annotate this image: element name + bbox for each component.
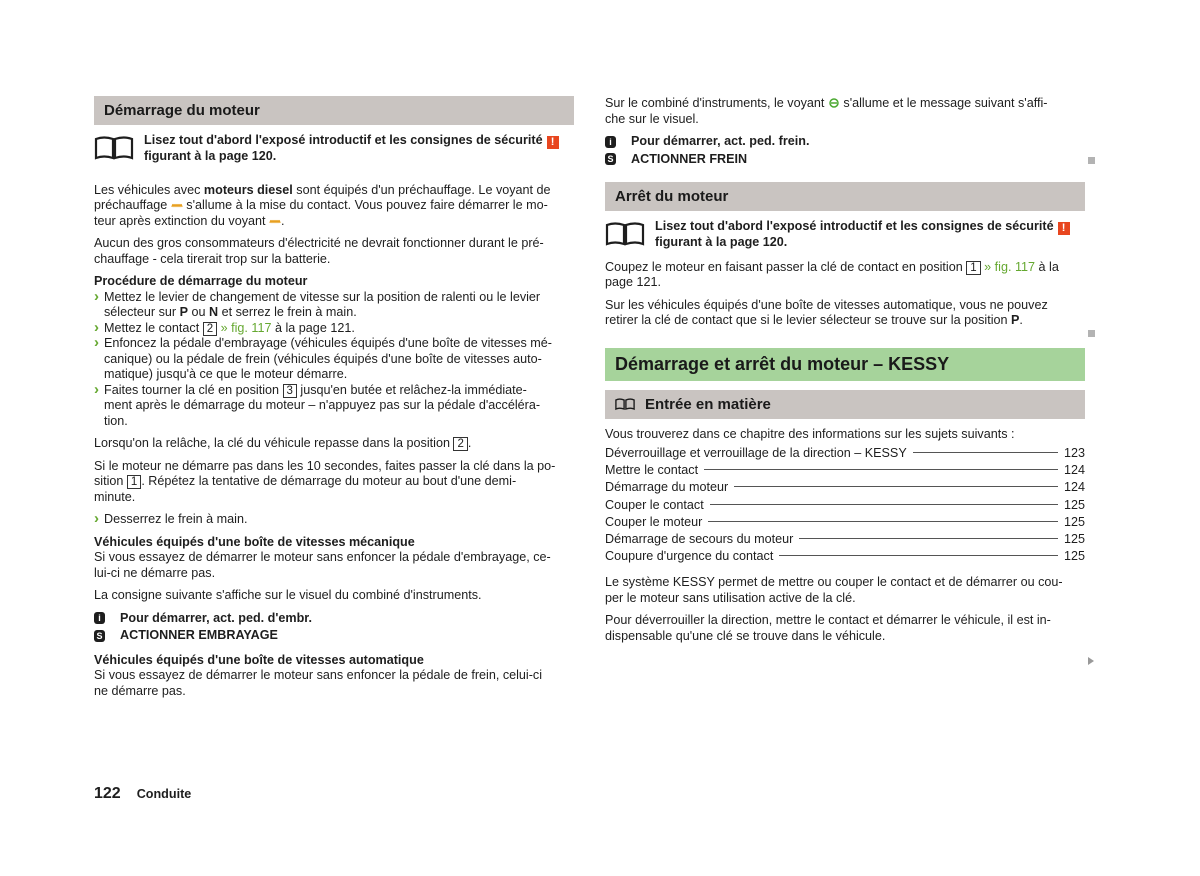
toc-leader	[799, 538, 1058, 539]
toc-entry[interactable]	[605, 498, 1085, 515]
toc-entry-label: Mettre le contact	[605, 463, 699, 478]
toc-leader	[734, 486, 1058, 487]
info-icon: i	[605, 136, 616, 148]
display-note: La consigne suivante s'affiche sur le visuel du combiné d'instruments.	[94, 588, 482, 602]
preheat-coil-icon	[171, 201, 183, 209]
step-4: › Faites tourner la clé en position 3 jusqu'en butée et relâchez-la immédiate- ment après le démarrage du moteur – n'appuyez pas sur la pédale d'accéléra- tion.	[94, 383, 574, 430]
exclamation-icon: !	[1058, 222, 1070, 235]
kessy-paragraph-2: Pour déverrouiller la direction, mettre le contact et démarrer le véhicule, il est in- dispensable qu'une clé se trouve dans le véhicule.	[605, 613, 1051, 643]
procedure-title: Procédure de démarrage du moteur	[94, 274, 308, 288]
position-box: 1	[127, 475, 141, 489]
toc-leader	[710, 504, 1058, 505]
toc-intro: Vous trouverez dans ce chapitre des informations sur les sujets suivants :	[605, 426, 1015, 441]
toc-entry-page: 123	[1063, 446, 1085, 460]
section-heading: Démarrage du moteur	[94, 96, 574, 125]
position-box: 2	[203, 322, 217, 336]
section-heading-stop: Arrêt du moteur	[605, 182, 1085, 211]
kessy-paragraph-1: Le système KESSY permet de mettre ou couper le contact et de démarrer ou cou- per le moteur sans utilisation active de la clé.	[605, 575, 1063, 605]
toc-entry-page: 125	[1063, 531, 1085, 546]
display-message-4: S ACTIONNER FREIN	[605, 152, 1085, 168]
toc-entry-page: 124	[1063, 480, 1085, 495]
section-name: Conduite	[136, 787, 192, 801]
step-3: › Enfoncez la pédale d'embrayage (véhicules équipés d'une boîte de vitesses mé- canique) ou la pédale de frein (véhicules équipés d'une boîte de vitesses auto- matique) jusqu'à ce que le moteur démarre.	[94, 336, 574, 383]
exclamation-icon: !	[547, 136, 559, 149]
automatic-gearbox-title: Véhicules équipés d'une boîte de vitesses automatique	[94, 652, 424, 667]
page-footer	[94, 786, 191, 803]
end-of-section-marker	[1088, 330, 1095, 337]
left-column	[94, 96, 574, 706]
step-1: › Mettez le levier de changement de vitesse sur la position de ralenti ou le levier sélecteur sur P ou N et serrez le frein à main.	[94, 290, 574, 321]
toc-entry[interactable]	[605, 480, 1085, 497]
stop-paragraph-2: Sur les véhicules équipés d'une boîte de vitesses automatique, vous ne pouvez retirer la clé de contact que si le levier sélecteur se trouve sur la position P.	[605, 297, 1048, 327]
position-box: 2	[453, 437, 467, 451]
safety-notice-line2: figurant à la page 120.	[144, 149, 277, 163]
toc-leader	[779, 555, 1058, 556]
step-5: › Desserrez le frein à main.	[94, 512, 574, 528]
toc-entry-label: Déverrouillage et verrouillage de la direction – KESSY	[605, 446, 907, 460]
battery-paragraph: Aucun des gros consommateurs d'électricité ne devrait fonctionner durant le pré- chauffage - cela tirerait trop sur la batterie.	[94, 236, 544, 266]
table-of-contents	[605, 446, 1085, 566]
stop-icon: S	[605, 153, 616, 165]
toc-entry[interactable]	[605, 515, 1085, 532]
safety-notice	[94, 133, 574, 165]
toc-entry[interactable]	[605, 446, 1085, 463]
intro-heading: Entrée en matière	[605, 390, 1085, 419]
toc-entry-label: Démarrage du moteur	[605, 480, 729, 495]
safety-notice-stop: Lisez tout d'abord l'exposé introductif et les consignes de sécurité ! figurant à la page 120.	[605, 219, 1085, 251]
figure-link[interactable]: » fig. 117	[980, 259, 1036, 274]
automatic-gearbox-paragraph: Si vous essayez de démarrer le moteur sans enfoncer la pédale de frein, celui-ci ne démarre pas.	[94, 668, 543, 698]
toc-leader	[913, 452, 1058, 453]
toc-entry-page: 125	[1063, 549, 1085, 564]
right-column	[605, 96, 1085, 651]
stop-icon: S	[94, 630, 105, 642]
display-message-2: S ACTIONNER EMBRAYAGE	[94, 628, 574, 644]
stop-paragraph-1: Coupez le moteur en faisant passer la clé de contact en position 1 » fig. 117 à la page 121.	[605, 259, 1059, 289]
toc-entry-page: 124	[1063, 463, 1085, 478]
toc-leader	[704, 469, 1058, 470]
indicator-paragraph: Sur le combiné d'instruments, le voyant s'allume et le message suivant s'affi- che sur le visuel.	[605, 96, 1048, 126]
display-message-1: i Pour démarrer, act. ped. d'embr.	[94, 611, 574, 627]
chapter-heading-kessy: Démarrage et arrêt du moteur – KESSY	[605, 348, 1085, 381]
display-message-3: i Pour démarrer, act. ped. frein.	[605, 134, 1085, 150]
retry-paragraph: Si le moteur ne démarre pas dans les 10 secondes, faites passer la clé dans la po- sition 1 . Répétez la tentative de démarrage du moteur au bout d'une demi- minute.	[94, 458, 556, 504]
book-icon	[615, 398, 635, 411]
page-number: 122	[94, 785, 121, 802]
start-icon	[828, 98, 840, 108]
toc-entry-label: Coupure d'urgence du contact	[605, 549, 774, 564]
toc-entry-label: Couper le moteur	[605, 514, 703, 529]
toc-entry-label: Démarrage de secours du moteur	[605, 531, 794, 546]
toc-entry-page: 125	[1063, 514, 1085, 529]
manual-gearbox-paragraph: Si vous essayez de démarrer le moteur sans enfoncer la pédale d'embrayage, ce- lui-ci ne démarre pas.	[94, 550, 551, 580]
diesel-paragraph: Les véhicules avec moteurs diesel sont équipés d'un préchauffage. Le voyant de préchauffage s'allume à la mise du contact. Vous pouvez faire démarrer le mo- teur après extinction du voyant .	[94, 182, 551, 228]
toc-entry[interactable]	[605, 532, 1085, 549]
book-icon	[605, 221, 645, 247]
preheat-coil-icon	[269, 217, 281, 225]
toc-leader	[708, 521, 1058, 522]
manual-gearbox-title: Véhicules équipés d'une boîte de vitesses mécanique	[94, 534, 415, 549]
toc-entry[interactable]	[605, 549, 1085, 566]
book-icon	[94, 135, 134, 161]
position-box: 3	[283, 384, 297, 398]
info-icon: i	[94, 612, 105, 624]
step-2: › Mettez le contact 2 » fig. 117 à la page 121.	[94, 321, 574, 337]
figure-link[interactable]: » fig. 117	[217, 320, 272, 335]
end-of-section-marker	[1088, 157, 1095, 164]
continue-arrow-icon	[1088, 657, 1094, 665]
toc-entry-page: 125	[1063, 497, 1085, 512]
safety-notice-line1: Lisez tout d'abord l'exposé introductif et les consignes de sécurité	[144, 133, 543, 147]
toc-entry-label: Couper le contact	[605, 497, 704, 512]
toc-entry[interactable]	[605, 463, 1085, 480]
position-box: 1	[966, 261, 980, 275]
release-paragraph: Lorsqu'on la relâche, la clé du véhicule repasse dans la position 2 .	[94, 436, 472, 450]
